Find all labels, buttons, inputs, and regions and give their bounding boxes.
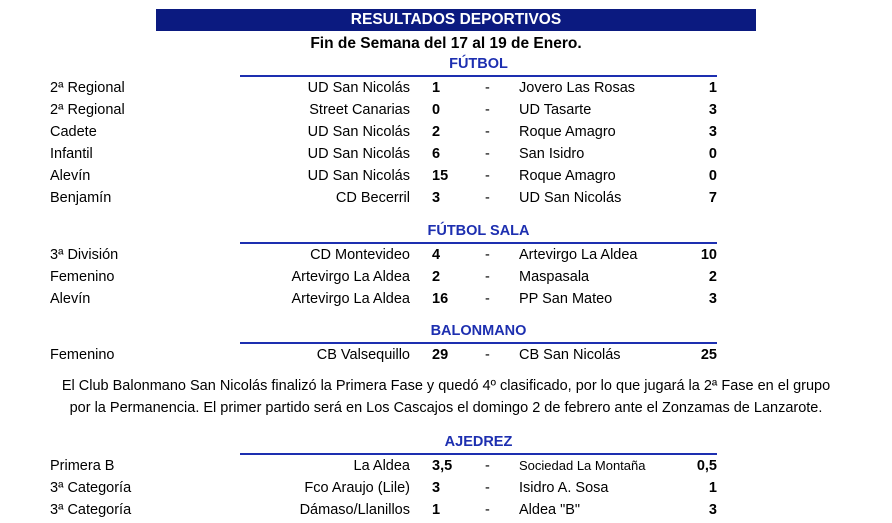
home-team: CD Becerril [335,190,410,206]
away-team: Jovero Las Rosas [519,80,636,96]
category: 3ª Categoría [50,502,132,518]
away-score: 10 [700,247,717,263]
away-score: 0 [708,168,717,184]
home-team: CB Valsequillo [316,347,410,363]
away-team: UD Tasarte [519,102,592,118]
home-team: UD San Nicolás [307,124,410,140]
result-row [0,165,892,187]
away-team: Aldea "B" [519,502,581,518]
home-score: 3,5 [432,458,453,474]
result-row [0,499,892,521]
category: Primera B [50,458,115,474]
section-heading-ajedrez: AJEDREZ [240,433,717,455]
result-row [0,121,892,143]
result-row [0,455,892,477]
home-score: 1 [432,502,441,518]
separator: - [485,168,490,184]
result-row [0,99,892,121]
separator: - [485,190,490,206]
category: Femenino [50,347,115,363]
away-score: 1 [708,480,717,496]
category: Cadete [50,124,97,140]
result-row [0,266,892,288]
subtitle: Fin de Semana del 17 al 19 de Enero. [310,35,582,52]
separator: - [485,269,490,285]
home-team: UD San Nicolás [307,146,410,162]
category: 2ª Regional [50,102,125,118]
result-row [0,288,892,310]
separator: - [485,291,490,307]
away-team: PP San Mateo [519,291,613,307]
category: Femenino [50,269,115,285]
page-title: RESULTADOS DEPORTIVOS [156,9,756,31]
away-team: Roque Amagro [519,124,616,140]
section-heading-balonmano: BALONMANO [240,322,717,344]
away-score: 3 [708,291,717,307]
section-heading-futbol: FÚTBOL [240,55,717,77]
away-team: Isidro A. Sosa [519,480,609,496]
result-row [0,77,892,99]
separator: - [485,247,490,263]
section-heading-futbol-sala: FÚTBOL SALA [240,222,717,244]
category: Alevín [50,291,91,307]
away-team: San Isidro [519,146,585,162]
away-team: Roque Amagro [519,168,616,184]
away-score: 0 [708,146,717,162]
home-team: Street Canarias [309,102,410,118]
category: 2ª Regional [50,80,125,96]
home-score: 3 [432,480,441,496]
home-team: Artevirgo La Aldea [291,269,410,285]
separator: - [485,502,490,518]
home-score: 4 [432,247,441,263]
home-score: 16 [432,291,449,307]
away-team: Maspasala [519,269,590,285]
separator: - [485,458,490,474]
away-team: Sociedad La Montaña [519,458,646,473]
home-score: 29 [432,347,449,363]
home-score: 1 [432,80,441,96]
away-score: 3 [708,102,717,118]
away-team: UD San Nicolás [519,190,622,206]
result-row [0,344,892,366]
away-score: 3 [708,124,717,140]
home-team: Fco Araujo (Lile) [304,480,410,496]
home-team: UD San Nicolás [307,168,410,184]
away-score: 1 [708,80,717,96]
home-team: Artevirgo La Aldea [291,291,410,307]
away-score: 2 [708,269,717,285]
away-team: CB San Nicolás [519,347,621,363]
result-row [0,143,892,165]
away-score: 7 [708,190,717,206]
result-row [0,187,892,209]
category: 3ª División [50,247,119,263]
home-team: CD Montevideo [310,247,410,263]
note-line: por la Permanencia. El primer partido será en Los Cascajos el domingo 2 de febrero ante el Zonzamas de Lanzarote. [69,400,823,416]
home-score: 0 [432,102,441,118]
category: Infantil [50,146,93,162]
home-team: UD San Nicolás [307,80,410,96]
home-score: 2 [432,269,441,285]
home-score: 15 [432,168,449,184]
home-team: Dámaso/Llanillos [299,502,410,518]
home-team: La Aldea [353,458,410,474]
home-score: 2 [432,124,441,140]
separator: - [485,124,490,140]
category: Benjamín [50,190,112,206]
separator: - [485,80,490,96]
away-score: 3 [708,502,717,518]
separator: - [485,480,490,496]
result-row [0,477,892,499]
category: Alevín [50,168,91,184]
home-score: 3 [432,190,441,206]
result-row [0,244,892,266]
category: 3ª Categoría [50,480,132,496]
separator: - [485,102,490,118]
separator: - [485,146,490,162]
note-line: El Club Balonmano San Nicolás finalizó la Primera Fase y quedó 4º clasificado, por lo que jugará la 2ª Fase en el grupo [61,378,831,394]
away-score: 25 [700,347,717,363]
away-team: Artevirgo La Aldea [519,247,638,263]
separator: - [485,347,490,363]
away-score: 0,5 [696,458,717,474]
home-score: 6 [432,146,441,162]
